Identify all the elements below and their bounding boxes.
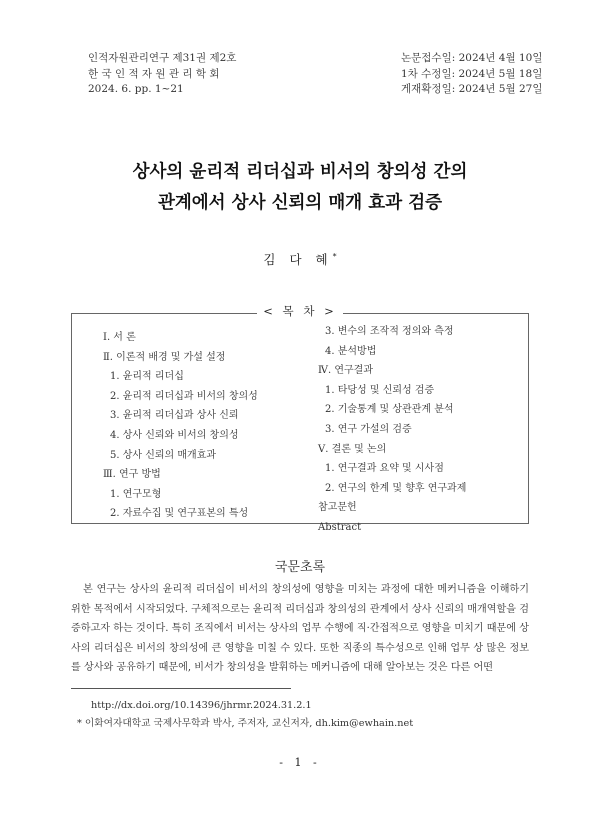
journal-name: 인적자원관리연구 제31권 제2호 bbox=[88, 52, 237, 64]
toc-item: 2. 윤리적 리더십과 비서의 창의성 bbox=[110, 390, 258, 402]
accepted-date: 게재확정일: 2024년 5월 27일 bbox=[401, 83, 543, 95]
toc-item: 1. 연구결과 요약 및 시사점 bbox=[325, 463, 444, 475]
abstract-heading: 국문초록 bbox=[274, 560, 326, 575]
toc-item: Abstract bbox=[318, 521, 362, 533]
journal-header bbox=[88, 51, 236, 98]
paper-title bbox=[0, 157, 600, 219]
doi-link[interactable]: http://dx.doi.org/10.14396/jhrmr.2024.31.2.1 bbox=[91, 700, 312, 711]
toc-item: 1. 연구모형 bbox=[110, 488, 162, 500]
toc-right-column bbox=[318, 322, 466, 538]
author-footnote-mark: * bbox=[332, 251, 337, 261]
abstract-body bbox=[71, 580, 529, 678]
toc-item: Ⅳ. 연구결과 bbox=[318, 365, 373, 377]
toc-item: 2. 자료수집 및 연구표본의 특성 bbox=[110, 508, 249, 520]
toc-item: 3. 연구 가설의 검증 bbox=[325, 423, 412, 435]
toc-item: 4. 분석방법 bbox=[325, 345, 377, 357]
toc-item: 참고문헌 bbox=[318, 502, 357, 514]
society-name: 한 국 인 적 자 원 관 리 학 회 bbox=[88, 67, 220, 80]
toc-item: 2. 연구의 한계 및 향후 연구과제 bbox=[325, 482, 467, 494]
toc-item: 3. 윤리적 리더십과 상사 신뢰 bbox=[110, 410, 239, 422]
toc-left-column bbox=[103, 328, 258, 524]
toc-item: 3. 변수의 조작적 정의와 측정 bbox=[325, 326, 454, 337]
author bbox=[0, 250, 600, 268]
issue-pages: 2024. 6. pp. 1~21 bbox=[88, 83, 184, 95]
page-number: - 1 - bbox=[279, 756, 321, 769]
submission-dates bbox=[401, 51, 542, 98]
toc-item: Ⅲ. 연구 방법 bbox=[103, 469, 161, 481]
footnote-divider bbox=[71, 688, 291, 689]
toc-item: 5. 상사 신뢰의 매개효과 bbox=[110, 449, 217, 461]
toc-item: Ⅰ. 서 론 bbox=[103, 332, 136, 343]
toc-item: 1. 타당성 및 신뢰성 검증 bbox=[325, 384, 435, 396]
toc-item: Ⅴ. 결론 및 논의 bbox=[318, 443, 387, 455]
abstract-paragraph: 본 연구는 상사의 윤리적 리더십이 비서의 창의성에 영향을 미치는 과정에 대한 메커니즘을 이해하기 위한 목적에서 시작되었다. 구체적으로는 윤리적 리더십과 창의성의 관계에서 상사 신뢰의 매개역할을 검증하고자 하는 것이다. 특히 조직에서 비서는 상사의 업무 수행에 직·간접적으로 영향을 미치기 때문에 상사의 리더십은 비서의 창의성에 큰 영향을 미칠 수 있다. 또한 직종의 특수성으로 인해 업무 상 많은 정보를 상사와 공유하기 때문에, 비서가 창의성을 발휘하는 메커니즘에 대해 알아보는 것은 다른 어떤 bbox=[71, 584, 529, 674]
toc-item: Ⅱ. 이론적 배경 및 가설 설정 bbox=[103, 351, 226, 363]
revised-date: 1차 수정일: 2024년 5월 18일 bbox=[401, 67, 543, 80]
toc-item: 2. 기술통계 및 상관관계 분석 bbox=[325, 404, 454, 416]
title-line-1: 상사의 윤리적 리더십과 비서의 창의성 간의 bbox=[132, 162, 468, 182]
toc-label: < 목 차 > bbox=[0, 303, 600, 319]
author-affiliation-note: * 이화여자대학교 국제사무학과 박사, 주저자, 교신저자, dh.kim@ewhain.net bbox=[77, 718, 414, 729]
toc-item: 4. 상사 신뢰와 비서의 창의성 bbox=[110, 429, 239, 441]
title-line-2: 관계에서 상사 신뢰의 매개 효과 검증 bbox=[157, 193, 443, 213]
received-date: 논문접수일: 2024년 4월 10일 bbox=[401, 52, 543, 64]
toc-item: 1. 윤리적 리더십 bbox=[110, 371, 184, 383]
author-name: 김 다 혜 bbox=[263, 252, 333, 267]
